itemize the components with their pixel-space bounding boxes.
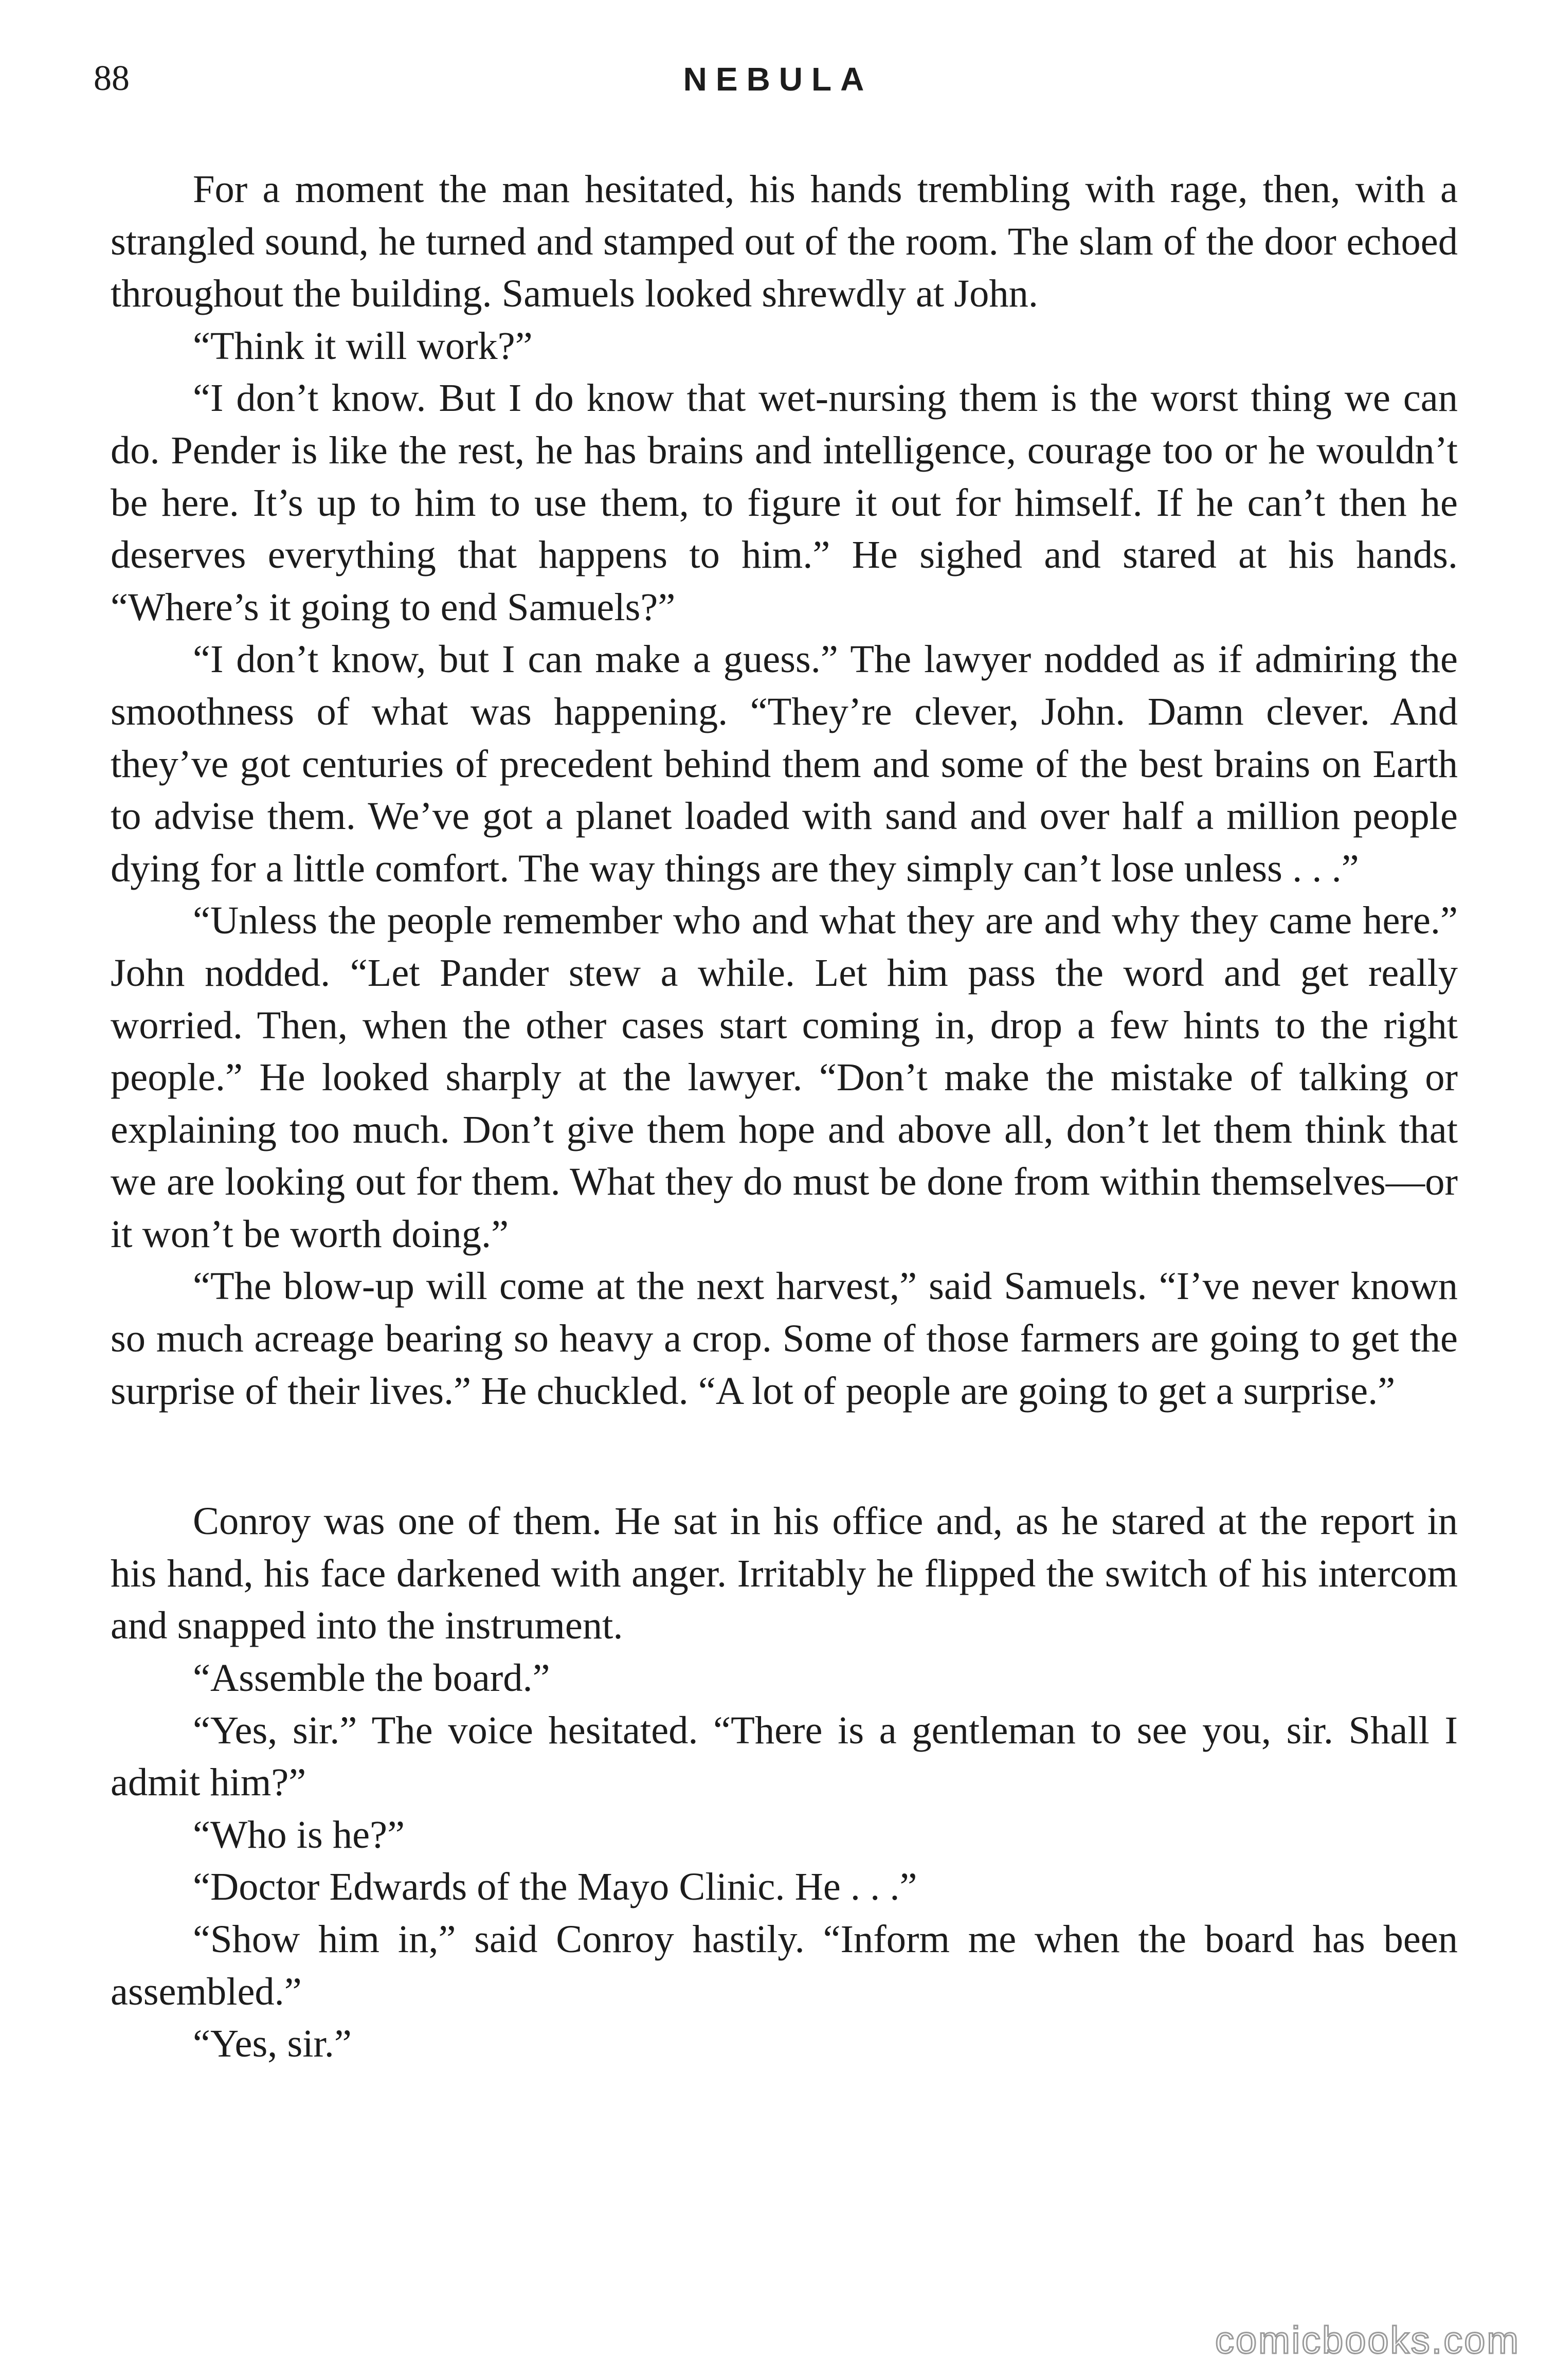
paragraph: “Doctor Edwards of the Mayo Clinic. He . . .”: [193, 1865, 917, 1909]
paragraph: “Show him in,” said Conroy hastily. “Inform me when the board has been assembled.”: [111, 1917, 1458, 2013]
paragraph: “Yes, sir.”: [193, 2022, 352, 2066]
paragraph: “Who is he?”: [193, 1812, 405, 1856]
paragraph: For a moment the man hesitated, his hands trembling with rage, then, with a strangled sound, he turned and stamped out of the room. The slam of the door echoed throughout the building. Samuels looked shrewdly at John.: [111, 167, 1458, 316]
body-text: [111, 163, 1458, 2070]
paragraph: “Assemble the board.”: [193, 1656, 550, 1700]
paragraph: “I don’t know. But I do know that wet-nursing them is the worst thing we can do. Pender is like the rest, he has brains and intelligence, courage too or he wouldn’t be here. It’s up to him to use them, to figure it out for himself. If he can’t then he deserves everything that happens to him.” He sighed and stared at his hands. “Where’s it going to end Samuels?”: [111, 376, 1458, 629]
paragraph: Conroy was one of them. He sat in his office and, as he stared at the report in his hand, his face darkened with anger. Irritably he flipped the switch of his intercom and snapped into the instrument.: [111, 1499, 1458, 1648]
paragraph: “I don’t know, but I can make a guess.” The lawyer nodded as if admiring the smoothness of what was happening. “They’re clever, John. Damn clever. And they’ve got centuries of precedent behind them and some of the best brains on Earth to advise them. We’ve got a planet loaded with sand and over half a million people dying for a little comfort. The way things are they simply can’t lose unless . . .”: [111, 637, 1458, 890]
watermark-logo: comicbooks.com: [1215, 2319, 1520, 2361]
page-number: 88: [94, 59, 130, 98]
paragraph: “Think it will work?”: [193, 323, 533, 368]
paragraph: “The blow-up will come at the next harvest,” said Samuels. “I’ve never known so much acreage bearing so heavy a crop. Some of those farmers are going to get the surprise of their lives.” He chuckled. “A lot of people are going to get a surprise.”: [111, 1264, 1458, 1413]
paragraph: “Yes, sir.” The voice hesitated. “There is a gentleman to see you, sir. Shall I admit him?”: [111, 1708, 1458, 1805]
paragraph: “Unless the people remember who and what they are and why they came here.” John nodded. “Let Pander stew a while. Let him pass the word and get really worried. Then, when the other cases start coming in, drop a few hints to the right people.” He looked sharply at the lawyer. “Don’t make the mistake of talking or explaining too much. Don’t give them hope and above all, don’t let them think that we are looking out for them. What they do must be done from within themselves—or it won’t be worth doing.”: [111, 898, 1458, 1256]
section-break: [111, 1417, 1458, 1495]
running-head-title: NEBULA: [683, 61, 873, 98]
